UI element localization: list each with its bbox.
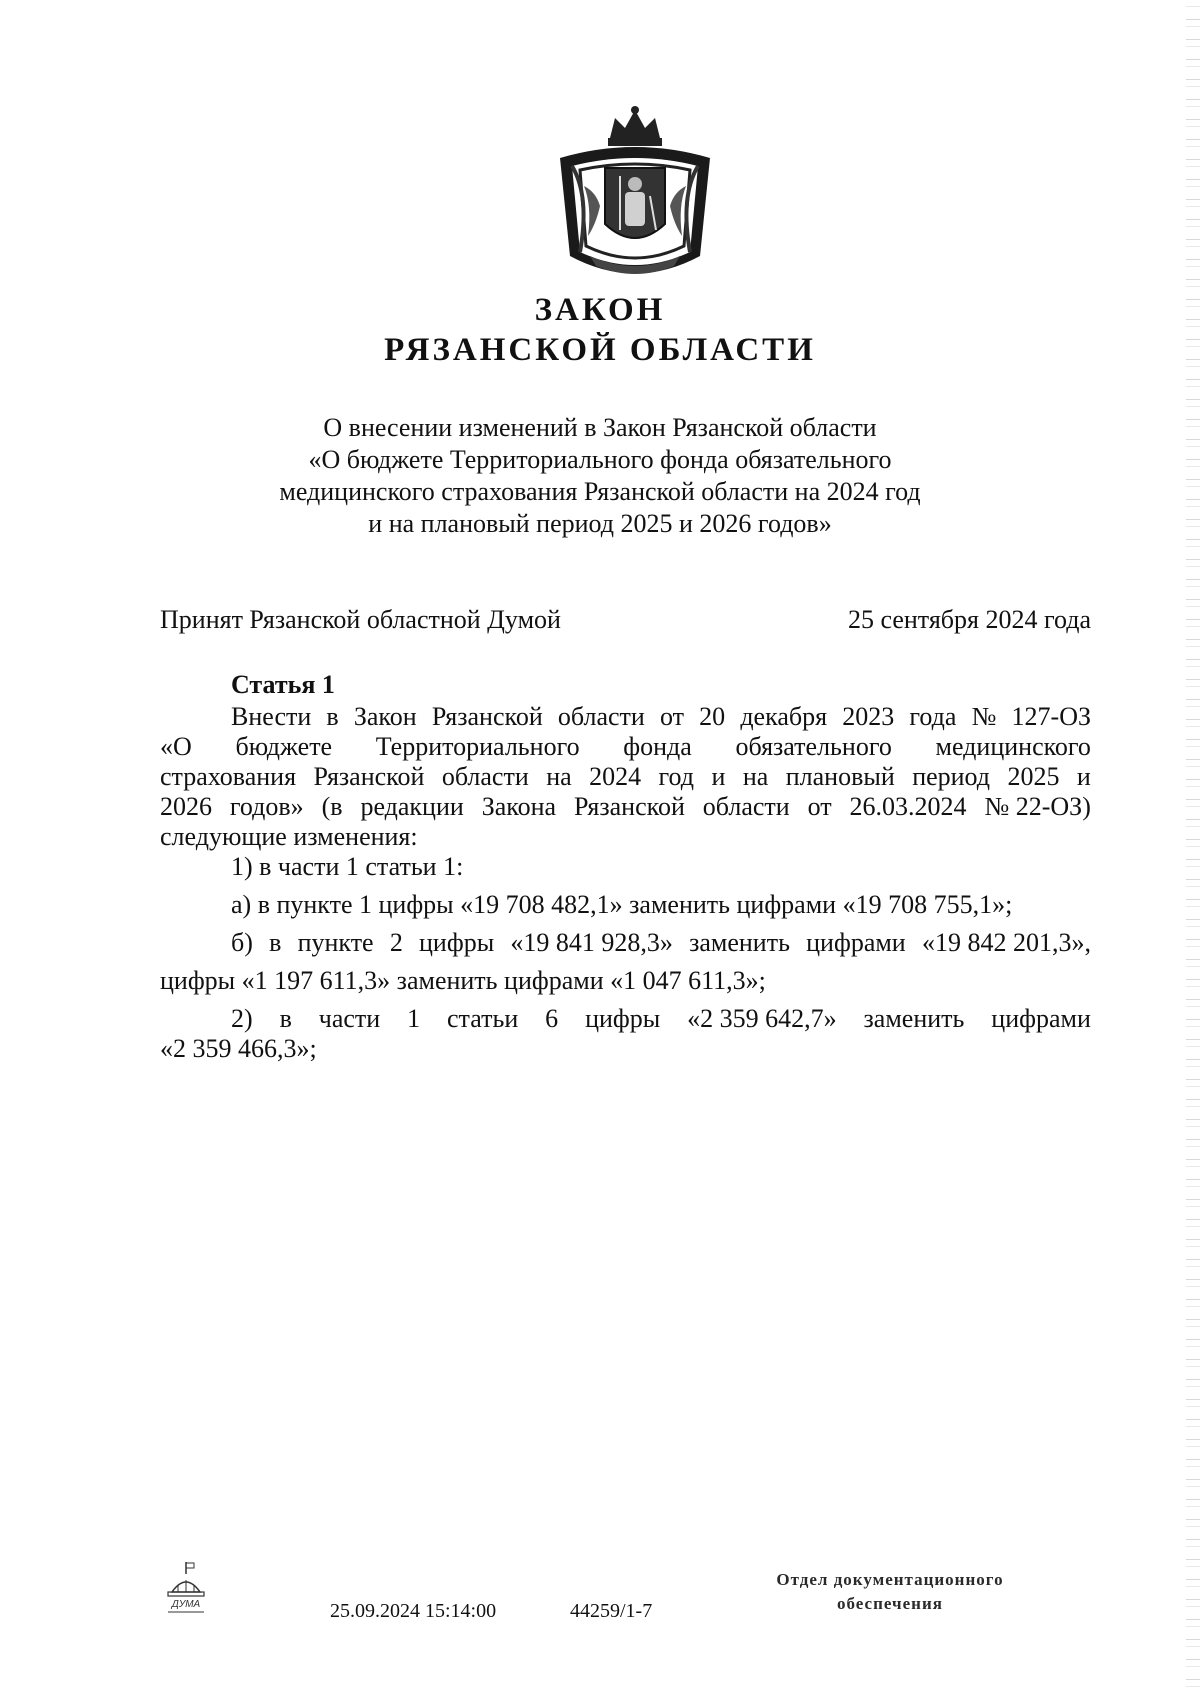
word: 2 (389, 928, 403, 957)
word: цифры (585, 1004, 661, 1033)
word: медицинского (935, 732, 1091, 761)
word: 2) (231, 1004, 253, 1033)
intro-line (160, 792, 1091, 822)
word: «2 359 642,7» (687, 1004, 837, 1033)
word: от (659, 702, 684, 731)
word: пункте (297, 928, 374, 957)
amendment-item-1: 1) в части 1 статьи 1: (231, 852, 464, 881)
word: фонда (623, 732, 692, 761)
intro-line (160, 702, 1091, 732)
word: области (441, 762, 529, 791)
word: в (326, 702, 339, 731)
word: редакции (360, 792, 464, 821)
department-line: обеспечения (837, 1594, 943, 1613)
amendment-item-1a: а) в пункте 1 цифры «19 708 482,1» заменить цифрами «19 708 755,1»; (231, 890, 1013, 919)
word: заменить (863, 1004, 965, 1033)
word: 1 (407, 1004, 421, 1033)
word: на (742, 762, 769, 791)
word: части (318, 1004, 381, 1033)
word: области (702, 792, 790, 821)
word: № 22-ОЗ) (984, 792, 1091, 821)
registration-timestamp: 25.09.2024 15:14:00 (330, 1600, 497, 1622)
word: годов» (229, 792, 304, 821)
word: 20 (699, 702, 726, 731)
scan-edge-artifact (1186, 0, 1200, 1695)
law-subtitle (250, 412, 950, 540)
word: Внести (231, 702, 312, 731)
word: 127-ОЗ (1011, 702, 1091, 731)
word: Закон (353, 702, 417, 731)
department-line: Отдел документационного (776, 1570, 1004, 1589)
word: Рязанской (431, 702, 543, 731)
word: № (971, 702, 997, 731)
law-region-title: РЯЗАНСКОЙ ОБЛАСТИ (384, 332, 816, 368)
intro-line: следующие изменения: (160, 822, 418, 851)
word: 2025 (1007, 762, 1060, 791)
word: от (807, 792, 832, 821)
word: области (557, 702, 645, 731)
registration-number: 44259/1-7 (570, 1600, 653, 1622)
duma-logo-icon (166, 1560, 206, 1618)
word: в (269, 928, 282, 957)
word: и (711, 762, 726, 791)
word: «19 842 201,3», (921, 928, 1091, 957)
word: 6 (545, 1004, 559, 1033)
word: страхования (160, 762, 297, 791)
intro-line (160, 762, 1091, 792)
word: 2024 (589, 762, 642, 791)
adopted-date: 25 сентября 2024 года (847, 605, 1091, 634)
word: «О (160, 732, 192, 761)
word: период (912, 762, 991, 791)
word: обязательного (735, 732, 892, 761)
word: (в (321, 792, 343, 821)
word: декабря (740, 702, 828, 731)
word: цифрами (806, 928, 906, 957)
word: года (909, 702, 957, 731)
adopted-by: Принят Рязанской областной Думой (160, 605, 561, 634)
word: и (1076, 762, 1091, 791)
word: Рязанской (573, 792, 685, 821)
word: заменить (689, 928, 790, 957)
article-heading: Статья 1 (231, 670, 335, 699)
word: «19 841 928,3» (510, 928, 673, 957)
subtitle-line: «О бюджете Территориального фонда обязательного (308, 445, 892, 474)
word: на (546, 762, 572, 791)
subtitle-line: О внесении изменений в Закон Рязанской области (323, 413, 877, 442)
word: цифрами (991, 1004, 1091, 1033)
word: цифры (419, 928, 495, 957)
coat-of-arms-emblem (550, 106, 720, 284)
amendment-item-2-cont: «2 359 466,3»; (160, 1034, 317, 1063)
word: Закона (481, 792, 557, 821)
department-stamp (745, 1568, 1035, 1616)
word: Рязанской (313, 762, 425, 791)
article-body (160, 670, 1091, 1064)
word: 2026 (160, 792, 212, 821)
word: Территориального (375, 732, 580, 761)
word: 2023 (842, 702, 895, 731)
adoption-info (160, 605, 1091, 635)
word: б) (231, 928, 253, 957)
word: статьи (447, 1004, 519, 1033)
duma-logo-text: ДУМА (171, 1599, 201, 1610)
subtitle-line: и на плановый период 2025 и 2026 годов» (368, 509, 832, 538)
word: плановый (785, 762, 895, 791)
word: год (658, 762, 695, 791)
intro-line (160, 732, 1091, 762)
amendment-item-1b-cont: цифры «1 197 611,3» заменить цифрами «1 047 611,3»; (160, 966, 766, 995)
law-title: ЗАКОН (534, 292, 666, 328)
amendment-item-2 (160, 1004, 1091, 1034)
word: в (279, 1004, 292, 1033)
amendment-item-1b (160, 928, 1091, 958)
subtitle-line: медицинского страхования Рязанской области на 2024 год (279, 477, 921, 506)
word: 26.03.2024 (849, 792, 967, 821)
word: бюджете (235, 732, 333, 761)
